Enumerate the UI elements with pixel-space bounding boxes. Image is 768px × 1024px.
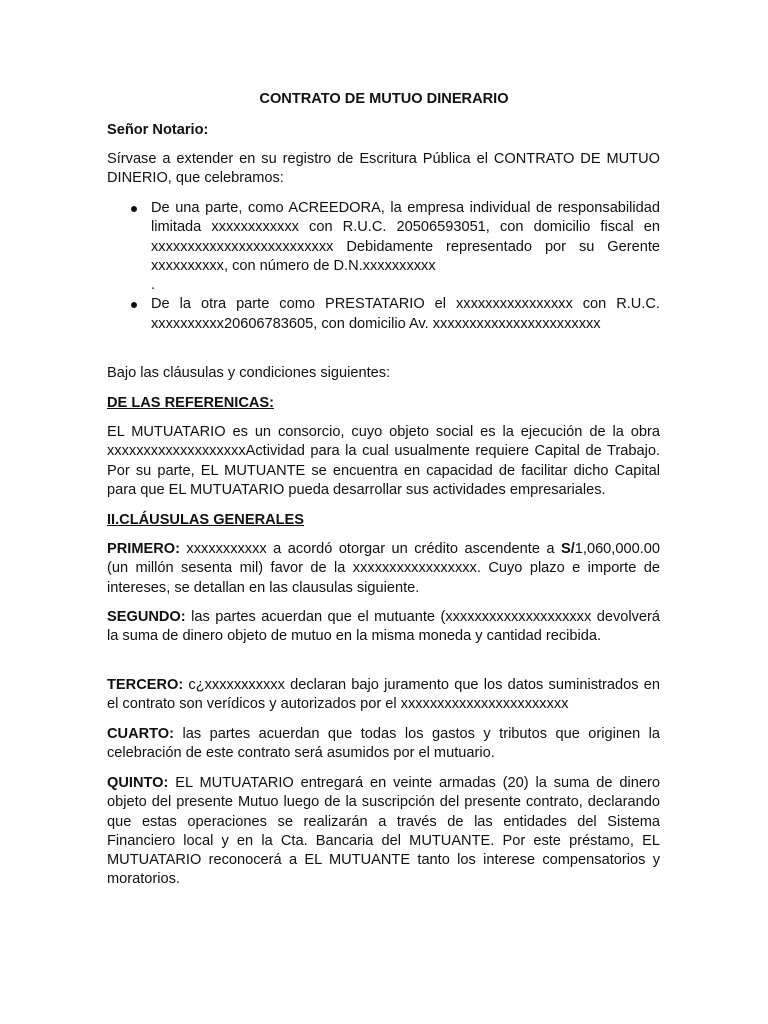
references-heading: DE LAS REFERENICAS: — [107, 395, 275, 411]
clause-label: TERCERO: — [107, 677, 184, 693]
conditions-intro: Bajo las cláusulas y condiciones siguientes: — [107, 365, 391, 381]
clause-label: CUARTO: — [107, 726, 175, 742]
clause-text: EL MUTUATARIO entregará en veinte armadas (20) la suma de dinero objeto del presente Mutuo luego de la suscripción del presente contrato, declarando que estas operaciones se realizarán a través de las entidades del Sistema Financiero local y en la Cta. Bancaria del MUTUANTE. Por este préstamo, EL MUTUATARIO reconocerá a EL MUTUANTE tanto los interese compensatorios y moratorios. — [107, 775, 660, 888]
clause-label: PRIMERO: — [107, 541, 180, 557]
clause-cuarto — [107, 725, 660, 764]
clause-label: QUINTO: — [107, 775, 169, 791]
party-trailing: . — [151, 277, 156, 294]
party-item — [107, 295, 660, 334]
clause-text: c¿xxxxxxxxxxx declaran bajo juramento que los datos suministrados en el contrato son verídicos y autorizados por el xxxxxxxxxxxxxxxxxxxxxxx — [107, 677, 660, 713]
party-text: De la otra parte como PRESTATARIO el xxxxxxxxxxxxxxxx con R.U.C. xxxxxxxxxx20606783605, con domicilio Av. xxxxxxxxxxxxxxxxxxxxxxx — [151, 296, 660, 332]
clauses-heading: II.CLÁUSULAS GENERALES — [107, 512, 305, 528]
currency-symbol: S/ — [560, 541, 575, 557]
clause-text: las partes acuerdan que el mutuante (xxxxxxxxxxxxxxxxxxxx devolverá la suma de dinero objeto de mutuo en la misma moneda y cantidad recibida. — [107, 609, 660, 645]
intro-paragraph: Sírvase a extender en su registro de Escritura Pública el CONTRATO DE MUTUO DINERIO, que celebramos: — [107, 151, 660, 187]
clause-label: SEGUNDO: — [107, 609, 186, 625]
clause-text-continued: 1,060,000.00 (un millón sesenta mil) favor de la xxxxxxxxxxxxxxxxx. Cuyo plazo e importe de intereses, se detallan en las clausulas siguiente. — [107, 541, 660, 596]
clause-segundo — [107, 608, 660, 647]
salutation: Señor Notario: — [107, 122, 209, 138]
parties-list — [107, 199, 660, 334]
party-item — [107, 199, 660, 295]
bullet-icon — [131, 206, 137, 212]
clause-primero — [107, 540, 660, 598]
clause-text: xxxxxxxxxxx a acordó otorgar un crédito ascendente a — [179, 541, 561, 557]
references-paragraph: EL MUTUATARIO es un consorcio, cuyo objeto social es la ejecución de la obra xxxxxxxxxxxxxxxxxxxActividad para la cual usualmente requiere Capital de Trabajo. Por su parte, EL MUTUANTE se encuentra en capacidad de facilitar dicho Capital para que EL MUTUATARIO pueda desarrollar sus actividades empresariales. — [107, 424, 660, 498]
clause-tercero — [107, 676, 660, 715]
clause-text: las partes acuerdan que todas los gastos y tributos que originen la celebración de este contrato será asumidos por el mutuario. — [107, 726, 660, 762]
document-title: CONTRATO DE MUTUO DINERARIO — [259, 91, 509, 107]
party-text: De una parte, como ACREEDORA, la empresa individual de responsabilidad limitada xxxxxxxxxxxx con R.U.C. 20506593051, con domicilio fiscal en xxxxxxxxxxxxxxxxxxxxxxxxx Debidamente representado por su Gerente xxxxxxxxxx, con número de D.N.xxxxxxxxxx — [151, 200, 660, 274]
bullet-icon — [131, 302, 137, 308]
clause-quinto — [107, 774, 660, 890]
